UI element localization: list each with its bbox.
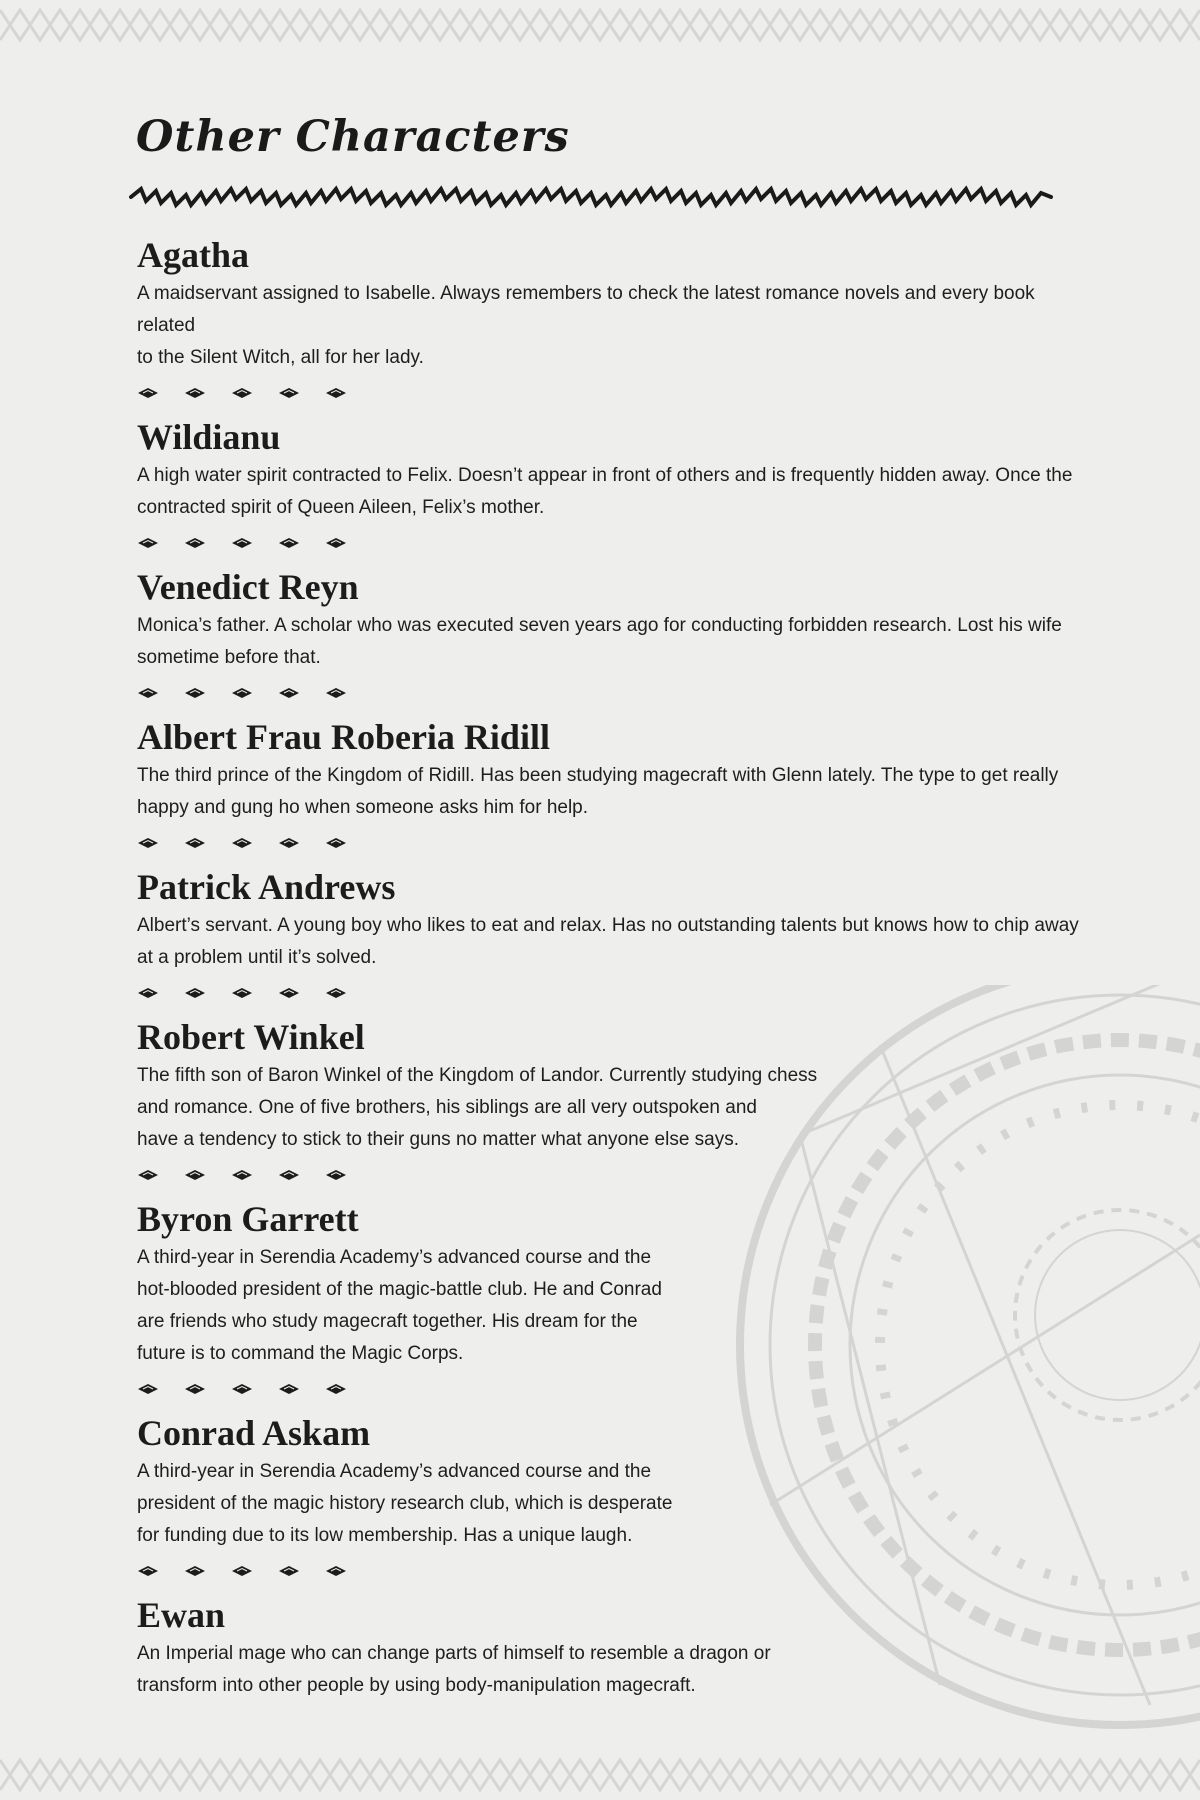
diamond-icon [137, 1169, 159, 1181]
description-line: A third-year in Serendia Academy’s advanced course and the [137, 1461, 652, 1482]
description-line: and romance. One of five brothers, his siblings are all very outspoken and [137, 1097, 757, 1118]
diamond-icon [325, 1169, 347, 1181]
diamond-icon [325, 1383, 347, 1395]
character-name: Byron Garrett [137, 1199, 359, 1239]
diamond-separator-icon [137, 530, 1097, 556]
description-line: president of the magic history research club, which is desperate [137, 1493, 673, 1514]
page-title: Other Characters [136, 112, 570, 162]
diamond-icon [231, 837, 253, 849]
character-name: Patrick Andrews [137, 867, 396, 907]
diamond-icon [278, 837, 300, 849]
character-name: Albert Frau Roberia Ridill [137, 717, 550, 757]
diamond-icon [325, 837, 347, 849]
description-line: The fifth son of Baron Winkel of the Kingdom of Landor. Currently studying chess [137, 1065, 818, 1086]
description-line: are friends who study magecraft together. His dream for the [137, 1311, 638, 1332]
description-line: for funding due to its low membership. Has a unique laugh. [137, 1525, 633, 1546]
description-line: future is to command the Magic Corps. [137, 1343, 464, 1364]
diamond-icon [184, 1383, 206, 1395]
diamond-icon [231, 1169, 253, 1181]
character-entry [137, 232, 1097, 406]
description-line: hot-blooded president of the magic-battle club. He and Conrad [137, 1279, 662, 1300]
diamond-icon [278, 1565, 300, 1577]
character-description [137, 1060, 1097, 1156]
character-entry [137, 1592, 1097, 1702]
diamond-icon [231, 1383, 253, 1395]
diamond-icon [325, 1565, 347, 1577]
diamond-icon [184, 687, 206, 699]
diamond-separator-icon [137, 680, 1097, 706]
diamond-separator-icon [137, 380, 1097, 406]
character-description [137, 1638, 1097, 1702]
diamond-icon [137, 537, 159, 549]
description-line: to the Silent Witch, all for her lady. [137, 347, 424, 368]
character-name: Ewan [137, 1595, 226, 1635]
description-line: A high water spirit contracted to Felix. Doesn’t appear in front of others and is frequently hidden away. Once the [137, 465, 1073, 486]
diamond-icon [325, 687, 347, 699]
diamond-icon [137, 987, 159, 999]
character-entry [137, 414, 1097, 556]
diamond-icon [137, 387, 159, 399]
character-description [137, 910, 1097, 974]
zigzag-border-bottom [0, 1738, 1200, 1800]
diamond-separator-icon [137, 830, 1097, 856]
diamond-icon [231, 987, 253, 999]
description-line: Albert’s servant. A young boy who likes to eat and relax. Has no outstanding talents but knows how to chip away [137, 915, 1079, 936]
character-entry [137, 564, 1097, 706]
diamond-icon [278, 387, 300, 399]
character-entry [137, 1014, 1097, 1188]
character-list [137, 232, 1097, 1702]
character-description [137, 1456, 1097, 1552]
description-line: sometime before that. [137, 647, 321, 668]
character-name: Agatha [137, 235, 250, 275]
diamond-icon [325, 537, 347, 549]
diamond-icon [184, 837, 206, 849]
description-line: A maidservant assigned to Isabelle. Always remembers to check the latest romance novels and every book related [137, 283, 1035, 336]
character-description [137, 760, 1097, 824]
description-line: contracted spirit of Queen Aileen, Felix’s mother. [137, 497, 545, 518]
diamond-icon [278, 687, 300, 699]
description-line: Monica’s father. A scholar who was executed seven years ago for conducting forbidden research. Lost his wife [137, 615, 1062, 636]
diamond-icon [231, 387, 253, 399]
zigzag-border-top [0, 0, 1200, 62]
diamond-icon [278, 1383, 300, 1395]
diamond-icon [184, 1169, 206, 1181]
character-entry [137, 1410, 1097, 1584]
description-line: A third-year in Serendia Academy’s advanced course and the [137, 1247, 652, 1268]
diamond-icon [278, 987, 300, 999]
diamond-icon [278, 537, 300, 549]
character-description [137, 610, 1097, 674]
character-description [137, 1242, 1097, 1370]
description-line: The third prince of the Kingdom of Ridill. Has been studying magecraft with Glenn lately. The type to get really [137, 765, 1059, 786]
character-name: Wildianu [137, 417, 281, 457]
character-description [137, 460, 1097, 524]
diamond-icon [137, 687, 159, 699]
character-description [137, 278, 1097, 374]
character-name: Conrad Askam [137, 1413, 371, 1453]
character-entry [137, 714, 1097, 856]
diamond-icon [184, 987, 206, 999]
character-name: Robert Winkel [137, 1017, 365, 1057]
diamond-icon [137, 1565, 159, 1577]
diamond-icon [137, 837, 159, 849]
character-entry [137, 1196, 1097, 1402]
diamond-icon [137, 1383, 159, 1395]
character-entry [137, 864, 1097, 1006]
diamond-icon [231, 537, 253, 549]
diamond-icon [325, 387, 347, 399]
diamond-icon [325, 987, 347, 999]
diamond-icon [278, 1169, 300, 1181]
description-line: happy and gung ho when someone asks him for help. [137, 797, 589, 818]
diamond-icon [184, 387, 206, 399]
diamond-icon [184, 1565, 206, 1577]
character-name: Venedict Reyn [137, 567, 359, 607]
diamond-separator-icon [137, 1376, 1097, 1402]
description-line: at a problem until it’s solved. [137, 947, 377, 968]
description-line: An Imperial mage who can change parts of himself to resemble a dragon or [137, 1643, 771, 1664]
title-rule-icon [126, 183, 1056, 211]
diamond-icon [184, 537, 206, 549]
description-line: have a tendency to stick to their guns no matter what anyone else says. [137, 1129, 740, 1150]
diamond-separator-icon [137, 1558, 1097, 1584]
diamond-separator-icon [137, 1162, 1097, 1188]
diamond-icon [231, 1565, 253, 1577]
diamond-icon [231, 687, 253, 699]
description-line: transform into other people by using body-manipulation magecraft. [137, 1675, 696, 1696]
diamond-separator-icon [137, 980, 1097, 1006]
